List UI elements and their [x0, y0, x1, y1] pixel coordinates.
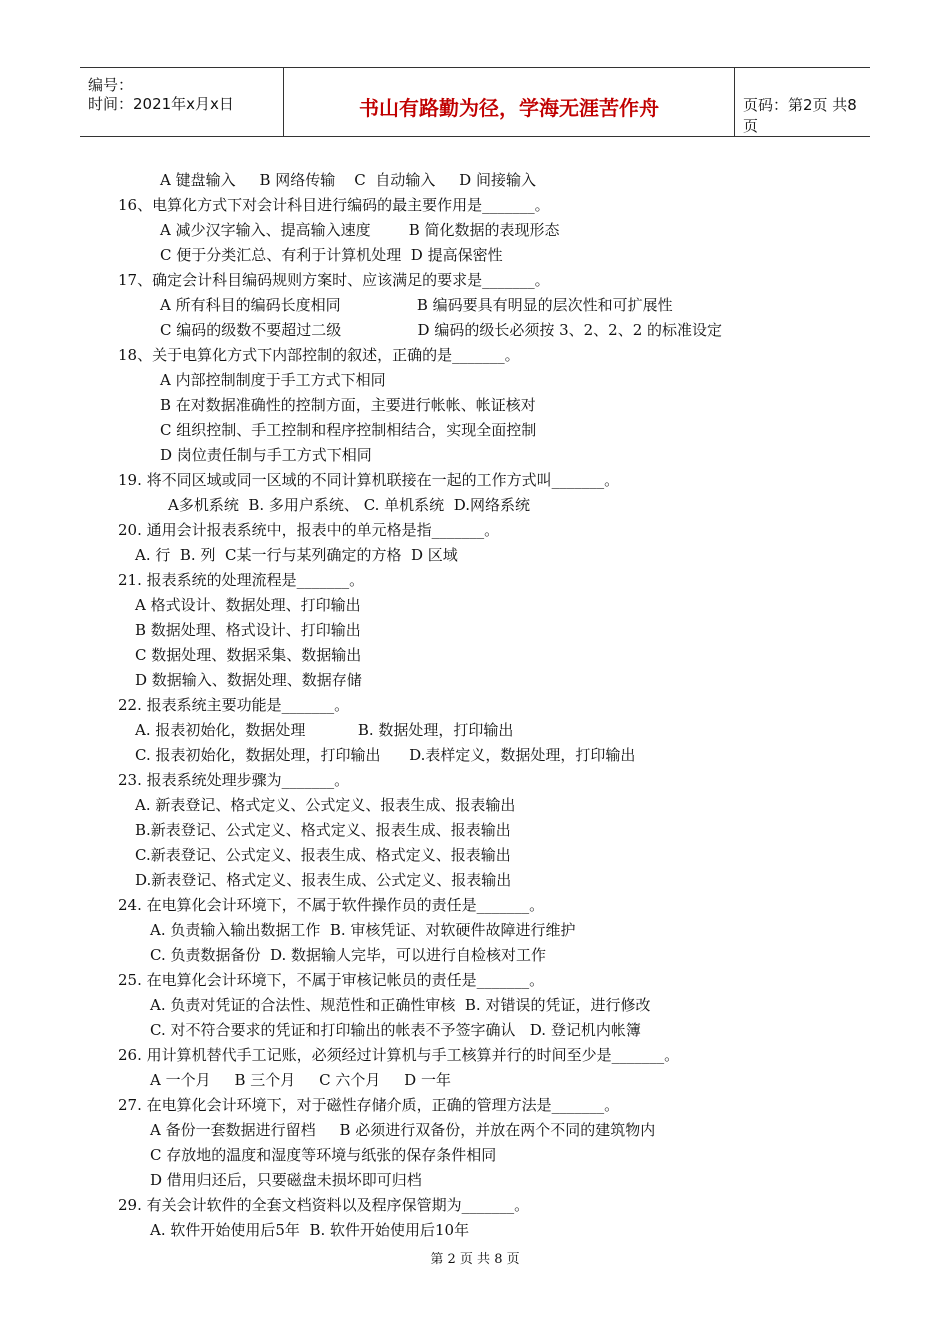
header-motto-cell: [283, 68, 735, 136]
document-date-label: 时间：2021年x月x日: [88, 95, 234, 113]
header-page-number: 页码：第2页 共8页: [743, 96, 857, 135]
text-line: B.新表登记、公式定义、格式定义、报表生成、报表输出: [135, 821, 511, 839]
text-line: C.新表登记、公式定义、报表生成、格式定义、报表输出: [135, 846, 511, 864]
page-footer: 第 2 页 共 8 页: [430, 1252, 520, 1267]
text-line: C 便于分类汇总、有利于计算机处理 D 提高保密性: [160, 246, 503, 264]
text-line: C 数据处理、数据采集、数据输出: [135, 646, 362, 664]
text-line: A. 负责输入输出数据工作 B. 审核凭证、对软硬件故障进行维护: [150, 921, 576, 939]
text-line: A 所有科目的编码长度相同 B 编码要具有明显的层次性和可扩展性: [160, 296, 673, 314]
text-line: A多机系统 B. 多用户系统、 C. 单机系统 D.网络系统: [168, 496, 530, 514]
text-line: 27. 在电算化会计环境下，对于磁性存储介质，正确的管理方法是_______。: [118, 1096, 620, 1114]
text-line: A. 负责对凭证的合法性、规范性和正确性审核 B. 对错误的凭证，进行修改: [150, 996, 651, 1014]
text-line: 25. 在电算化会计环境下，不属于审核记帐员的责任是_______。: [118, 971, 545, 989]
text-line: 21. 报表系统的处理流程是_______。: [118, 571, 365, 589]
text-line: B 在对数据准确性的控制方面，主要进行帐帐、帐证核对: [160, 396, 536, 414]
text-line: A. 行 B. 列 C某一行与某列确定的方格 D 区域: [135, 546, 458, 564]
text-line: 23. 报表系统处理步骤为_______。: [118, 771, 350, 789]
text-line: A. 报表初始化，数据处理 B. 数据处理，打印输出: [135, 721, 514, 739]
text-line: A 一个月 B 三个月 C 六个月 D 一年: [150, 1071, 451, 1089]
text-line: 26. 用计算机替代手工记账，必须经过计算机与手工核算并行的时间至少是_______。: [118, 1046, 680, 1064]
text-line: 20. 通用会计报表系统中，报表中的单元格是指_______。: [118, 521, 500, 539]
text-line: C. 负责数据备份 D. 数据输人完毕，可以进行自检核对工作: [150, 946, 547, 964]
text-line: C 存放地的温度和湿度等环境与纸张的保存条件相同: [150, 1146, 497, 1164]
text-line: 16、电算化方式下对会计科目进行编码的最主要作用是_______。: [118, 196, 550, 214]
text-line: 17、确定会计科目编码规则方案时、应该满足的要求是_______。: [118, 271, 550, 289]
text-line: 18、关于电算化方式下内部控制的叙述，正确的是_______。: [118, 346, 520, 364]
text-line: D.新表登记、格式定义、报表生成、公式定义、报表输出: [135, 871, 512, 889]
text-line: A. 软件开始使用后5年 B. 软件开始使用后10年: [150, 1221, 470, 1239]
header-page-cell: [735, 68, 870, 136]
header-motto: 书山有路勤为径，学海无涯苦作舟: [359, 96, 659, 120]
text-line: C 组织控制、手工控制和程序控制相结合，实现全面控制: [160, 421, 537, 439]
text-line: A. 新表登记、格式定义、公式定义、报表生成、报表输出: [135, 796, 516, 814]
text-line: C. 对不符合要求的凭证和打印输出的帐表不予签字确认 D. 登记机内帐簿: [150, 1021, 641, 1039]
text-line: C. 报表初始化，数据处理，打印输出 D.表样定义，数据处理，打印输出: [135, 746, 636, 764]
header-info-cell: [80, 68, 280, 136]
text-line: D 数据输入、数据处理、数据存储: [135, 671, 362, 689]
text-line: C 编码的级数不要超过二级 D 编码的级长必须按 3、2、2、2 的标准设定: [160, 321, 723, 339]
page-header: [80, 67, 870, 137]
text-line: 29. 有关会计软件的全套文档资料以及程序保管期为_______。: [118, 1196, 530, 1214]
text-line: A 备份一套数据进行留档 B 必须进行双备份，并放在两个不同的建筑物内: [150, 1121, 656, 1139]
text-line: A 减少汉字输入、提高输入速度 B 简化数据的表现形态: [160, 221, 560, 239]
text-line: 22. 报表系统主要功能是_______。: [118, 696, 350, 714]
text-line: D 岗位责任制与手工方式下相同: [160, 446, 372, 464]
text-line: A 格式设计、数据处理、打印输出: [135, 596, 361, 614]
text-line: A 内部控制制度于手工方式下相同: [160, 371, 386, 389]
text-line: A 键盘输入 B 网络传输 C 自动输入 D 间接输入: [160, 171, 536, 189]
text-line: D 借用归还后，只要磁盘未损坏即可归档: [150, 1171, 422, 1189]
document-number-label: 编号：: [88, 76, 134, 94]
text-line: B 数据处理、格式设计、打印输出: [135, 621, 361, 639]
text-line: 24. 在电算化会计环境下，不属于软件操作员的责任是_______。: [118, 896, 545, 914]
text-line: 19. 将不同区域或同一区域的不同计算机联接在一起的工作方式叫_______。: [118, 471, 620, 489]
